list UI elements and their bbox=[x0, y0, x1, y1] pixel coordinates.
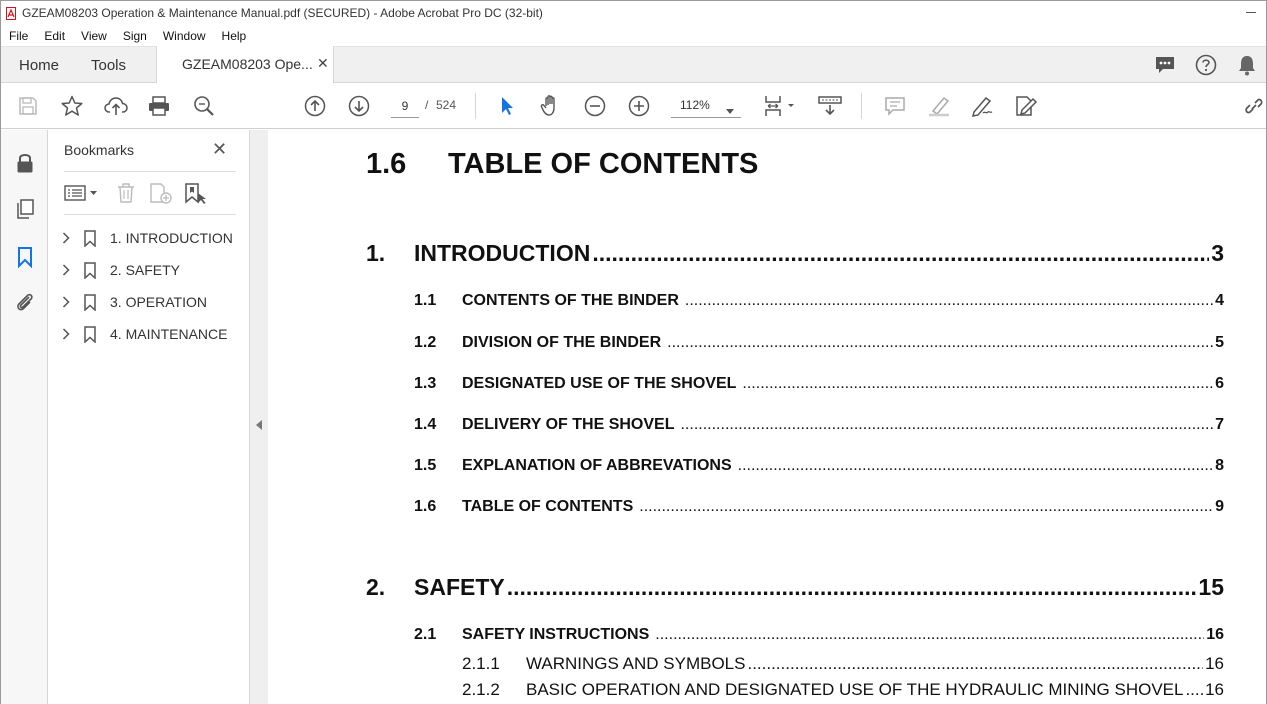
tab-bar bbox=[1, 46, 1266, 83]
document-view[interactable] bbox=[268, 130, 1266, 704]
toc-leader-dots bbox=[507, 574, 1197, 601]
sign-pen-icon[interactable] bbox=[969, 94, 995, 118]
tab-document[interactable] bbox=[156, 46, 334, 84]
close-tab-icon[interactable]: ✕ bbox=[317, 55, 329, 71]
toc-page-number: 8 bbox=[1215, 457, 1224, 474]
comment-icon[interactable] bbox=[882, 94, 908, 118]
notifications-bell-icon[interactable] bbox=[1237, 54, 1257, 79]
bookmark-icon bbox=[84, 230, 98, 247]
page-fit-icon[interactable] bbox=[761, 94, 797, 118]
page-heading bbox=[366, 148, 758, 181]
toc-title: DIVISION OF THE BINDER bbox=[462, 334, 662, 351]
share-link-icon[interactable] bbox=[1241, 94, 1267, 118]
toc-leader-dots bbox=[680, 416, 1213, 434]
bookmark-item[interactable] bbox=[62, 227, 233, 249]
scroll-mode-icon[interactable] bbox=[816, 94, 844, 118]
next-page-icon[interactable] bbox=[346, 94, 372, 118]
tab-document-label: GZEAM08203 Ope... bbox=[182, 56, 313, 72]
menu-edit[interactable]: Edit bbox=[44, 28, 66, 43]
help-icon[interactable] bbox=[1195, 54, 1217, 79]
panel-collapse-handle[interactable] bbox=[250, 130, 268, 704]
minimize-icon[interactable] bbox=[1246, 12, 1256, 13]
bookmarks-panel-icon[interactable] bbox=[14, 246, 36, 268]
bookmark-icon bbox=[84, 262, 98, 279]
page-thumbnails-icon[interactable] bbox=[14, 198, 36, 220]
toc-title: WARNINGS AND SYMBOLS bbox=[526, 654, 746, 673]
toc-number: 1.1 bbox=[414, 292, 437, 309]
toc-leader-dots bbox=[667, 334, 1213, 352]
search-zoom-icon[interactable] bbox=[191, 94, 217, 118]
menu-bar bbox=[1, 25, 1266, 46]
toc-title: INTRODUCTION bbox=[414, 240, 591, 266]
toc-page-number: 6 bbox=[1215, 375, 1224, 392]
toolbar-divider bbox=[861, 93, 862, 119]
zoom-out-icon[interactable] bbox=[582, 94, 608, 118]
toc-number: 2.1.2 bbox=[462, 680, 500, 699]
toc-number: 1. bbox=[366, 240, 386, 266]
tab-home[interactable]: Home bbox=[19, 57, 60, 74]
toc-entry[interactable] bbox=[366, 574, 1224, 601]
tab-tools[interactable]: Tools bbox=[91, 57, 127, 74]
toc-page-number: 7 bbox=[1215, 416, 1224, 433]
toc-title: SAFETY bbox=[414, 574, 505, 600]
toc-number: 1.3 bbox=[414, 375, 437, 392]
zoom-in-icon[interactable] bbox=[626, 94, 652, 118]
toc-number: 1.4 bbox=[414, 416, 437, 433]
chevron-down-icon bbox=[726, 103, 734, 117]
bookmarks-panel bbox=[48, 130, 250, 704]
menu-file[interactable]: File bbox=[9, 28, 29, 43]
toc-number: 1.6 bbox=[414, 498, 437, 515]
close-panel-icon[interactable]: ✕ bbox=[212, 139, 228, 159]
cloud-upload-icon[interactable] bbox=[103, 94, 129, 118]
window-title: GZEAM08203 Operation & Maintenance Manual.pdf (SECURED) - Adobe Acrobat Pro DC (32-bit) bbox=[22, 6, 543, 20]
toc-entry[interactable] bbox=[414, 416, 1224, 434]
toc-title: DELIVERY OF THE SHOVEL bbox=[462, 416, 675, 433]
panel-divider bbox=[64, 171, 236, 172]
comment-bubble-icon[interactable] bbox=[1154, 54, 1176, 79]
attachments-paperclip-icon[interactable] bbox=[14, 291, 36, 313]
chevron-right-icon[interactable] bbox=[62, 296, 74, 308]
toc-leader-dots bbox=[639, 498, 1213, 516]
save-icon[interactable] bbox=[15, 94, 41, 118]
page-separator: / bbox=[425, 98, 429, 112]
toc-leader-dots bbox=[592, 240, 1209, 267]
page-number-input[interactable]: 9 bbox=[391, 94, 419, 118]
toc-title: SAFETY INSTRUCTIONS bbox=[462, 626, 650, 643]
title-bar bbox=[1, 1, 1266, 25]
bookmark-item[interactable] bbox=[62, 323, 227, 345]
toc-entry[interactable] bbox=[414, 498, 1224, 516]
toc-page-number: 9 bbox=[1215, 498, 1224, 515]
delete-bookmark-icon[interactable] bbox=[116, 181, 136, 205]
bookmark-item[interactable] bbox=[62, 291, 207, 313]
main-toolbar bbox=[1, 83, 1266, 129]
toc-entry[interactable] bbox=[462, 680, 1224, 700]
toc-title: CONTENTS OF THE BINDER bbox=[462, 292, 679, 309]
toc-title: DESIGNATED USE OF THE SHOVEL bbox=[462, 375, 737, 392]
panel-divider bbox=[64, 214, 236, 215]
lock-icon[interactable] bbox=[14, 152, 36, 174]
total-pages: 524 bbox=[436, 98, 457, 112]
toc-entry[interactable] bbox=[414, 457, 1224, 475]
toolbar-divider bbox=[475, 93, 476, 119]
toc-entry[interactable] bbox=[414, 334, 1224, 352]
zoom-level-select[interactable] bbox=[671, 94, 741, 118]
chevron-right-icon[interactable] bbox=[62, 328, 74, 340]
new-bookmark-icon[interactable] bbox=[149, 181, 173, 205]
bookmark-label: 2. SAFETY bbox=[110, 262, 181, 278]
collapse-arrow-icon bbox=[256, 420, 262, 430]
select-cursor-icon[interactable] bbox=[494, 94, 520, 118]
toc-entry[interactable] bbox=[462, 654, 1224, 674]
page-heading-text: TABLE OF CONTENTS bbox=[448, 148, 759, 180]
bookmark-item[interactable] bbox=[62, 259, 180, 281]
toc-entry[interactable] bbox=[366, 240, 1224, 267]
star-icon[interactable] bbox=[59, 94, 85, 118]
toc-entry[interactable] bbox=[414, 375, 1224, 393]
bookmark-label: 4. MAINTENANCE bbox=[110, 326, 228, 342]
toc-entry[interactable] bbox=[414, 292, 1224, 310]
bookmark-label: 3. OPERATION bbox=[110, 294, 207, 310]
edit-pdf-icon[interactable] bbox=[1013, 94, 1039, 118]
page-heading-number: 1.6 bbox=[366, 148, 407, 180]
bookmark-icon bbox=[84, 294, 98, 311]
chevron-right-icon[interactable] bbox=[62, 264, 74, 276]
toc-number: 2.1.1 bbox=[462, 654, 500, 673]
toc-leader-dots bbox=[738, 457, 1213, 475]
toc-page-number: 16 bbox=[1205, 654, 1224, 673]
toc-page-number: 16 bbox=[1205, 680, 1224, 699]
bookmarks-panel-title: Bookmarks bbox=[64, 142, 135, 158]
toc-page-number: 5 bbox=[1215, 334, 1224, 351]
left-navigation-rail bbox=[1, 130, 48, 704]
toc-page-number: 3 bbox=[1211, 240, 1224, 266]
bookmark-label: 1. INTRODUCTION bbox=[110, 230, 233, 246]
bookmark-options-icon[interactable] bbox=[64, 181, 100, 205]
toc-leader-dots bbox=[1185, 680, 1203, 700]
toc-title: BASIC OPERATION AND DESIGNATED USE OF THE HYDRAULIC MINING SHOVEL bbox=[526, 680, 1184, 699]
toc-number: 2. bbox=[366, 574, 386, 600]
toc-number: 1.2 bbox=[414, 334, 437, 351]
hand-tool-icon[interactable] bbox=[538, 94, 564, 118]
acrobat-app-icon bbox=[6, 6, 16, 20]
toc-leader-dots bbox=[655, 626, 1204, 644]
toc-entry[interactable] bbox=[414, 626, 1224, 644]
menu-window[interactable]: Window bbox=[162, 28, 206, 43]
toc-page-number: 15 bbox=[1198, 574, 1224, 600]
toc-leader-dots bbox=[742, 375, 1213, 393]
toc-page-number: 4 bbox=[1215, 292, 1224, 309]
bookmark-icon bbox=[84, 326, 98, 343]
menu-sign[interactable]: Sign bbox=[122, 28, 147, 43]
toc-page-number: 16 bbox=[1206, 626, 1224, 643]
toc-title: TABLE OF CONTENTS bbox=[462, 498, 634, 515]
chevron-right-icon[interactable] bbox=[62, 232, 74, 244]
toc-title: EXPLANATION OF ABBREVATIONS bbox=[462, 457, 732, 474]
print-icon[interactable] bbox=[146, 94, 172, 118]
highlight-pen-icon[interactable] bbox=[926, 94, 952, 118]
zoom-value: 112% bbox=[680, 98, 710, 112]
previous-page-icon[interactable] bbox=[302, 94, 328, 118]
toc-number: 2.1 bbox=[414, 626, 437, 643]
menu-help[interactable]: Help bbox=[221, 28, 247, 43]
toc-number: 1.5 bbox=[414, 457, 437, 474]
bookmark-properties-icon[interactable] bbox=[184, 181, 208, 205]
toc-leader-dots bbox=[685, 292, 1213, 310]
toc-leader-dots bbox=[747, 654, 1203, 674]
menu-view[interactable]: View bbox=[81, 28, 107, 43]
